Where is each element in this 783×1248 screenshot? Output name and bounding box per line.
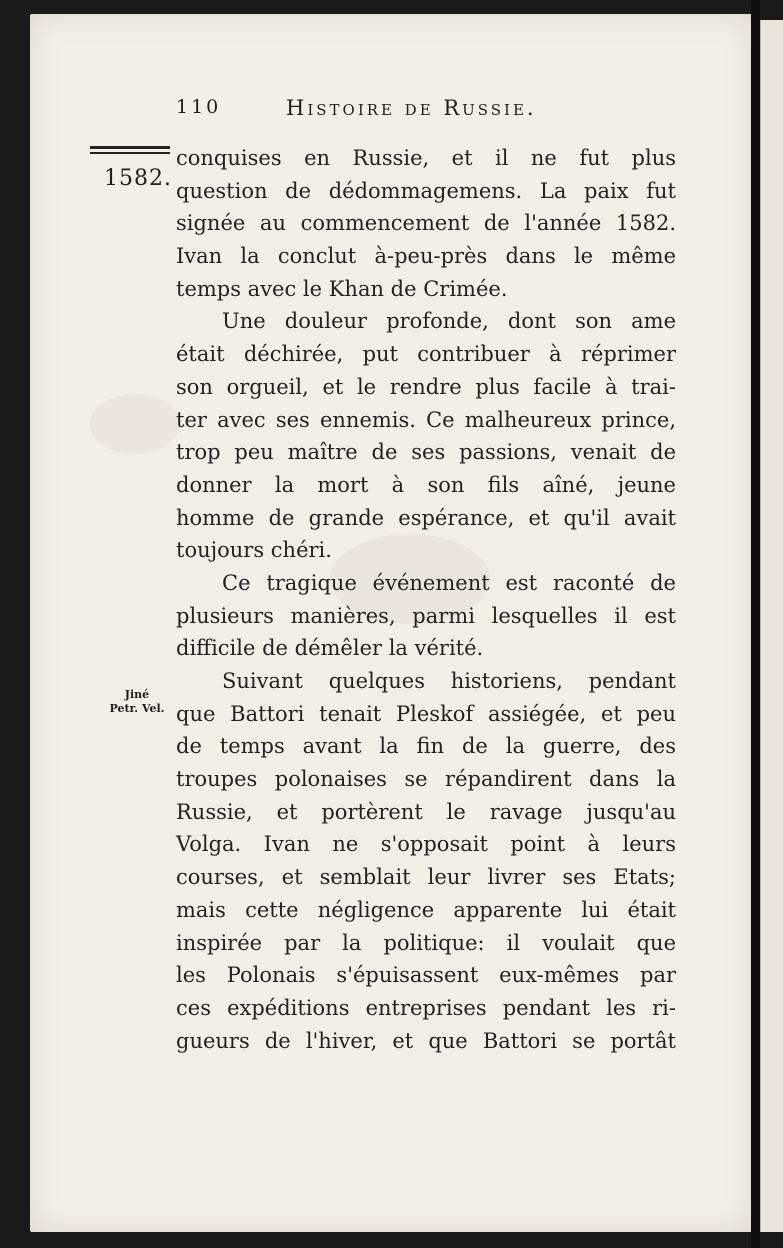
text-line: les Polonais s'épuisassent eux-mêmes par <box>176 963 676 988</box>
margin-note-line: Petr. Vel. <box>109 702 165 715</box>
text-line: troupes polonaises se répandirent dans la <box>176 767 676 792</box>
margin-note <box>100 688 174 716</box>
text-line: signée au commencement de l'année 1582. <box>176 211 676 236</box>
text-line: temps avec le Khan de Crimée. <box>176 276 508 301</box>
margin-note-line: Jiné <box>124 688 150 701</box>
margin-rule <box>90 146 170 156</box>
text-line: de temps avant la fin de la guerre, des <box>176 734 676 759</box>
text-line: donner la mort à son fils aîné, jeune <box>176 472 676 497</box>
text-line: inspirée par la politique: il voulait que <box>176 930 676 955</box>
body-text <box>176 142 676 1057</box>
text-line: mais cette négligence apparente lui était <box>176 897 676 922</box>
text-line: son orgueil, et le rendre plus facile à trai- <box>176 374 676 399</box>
text-line: plusieurs manières, parmi lesquelles il est <box>176 603 676 628</box>
text-line: homme de grande espérance, et qu'il avait <box>176 505 676 530</box>
text-line: était déchirée, put contribuer à réprimer <box>176 342 676 367</box>
text-line: difficile de démêler la vérité. <box>176 636 484 661</box>
text-line: courses, et semblait leur livrer ses Etats; <box>176 865 676 890</box>
book-gutter <box>751 0 760 1248</box>
text-line: toujours chéri. <box>176 538 332 563</box>
text-line: gueurs de l'hiver, et que Battori se portât <box>176 1028 676 1053</box>
text-line: Russie, et portèrent le ravage jusqu'au <box>176 799 676 824</box>
text-line: Ivan la conclut à-peu-près dans le même <box>176 244 676 269</box>
adjacent-page-edge <box>760 20 783 1232</box>
margin-year: 1582. <box>104 166 172 191</box>
running-title: Histoire de Russie. <box>286 96 537 120</box>
page-number: 110 <box>176 96 222 118</box>
text-line: Ce tragique événement est raconté de <box>222 570 676 595</box>
text-line: conquises en Russie, et il ne fut plus <box>176 146 676 170</box>
text-line: que Battori tenait Pleskof assiégée, et peu <box>176 701 676 726</box>
paper-stain <box>90 394 180 454</box>
text-line: ter avec ses ennemis. Ce malheureux prince, <box>176 407 676 432</box>
text-line: ces expéditions entreprises pendant les ri- <box>176 995 676 1020</box>
text-line: Suivant quelques historiens, pendant <box>222 669 676 693</box>
text-line: trop peu maître de ses passions, venait de <box>176 440 676 465</box>
text-line: question de dédommagemens. La paix fut <box>176 178 676 203</box>
text-line: Une douleur profonde, dont son ame <box>222 309 676 334</box>
text-line: Volga. Ivan ne s'opposait point à leurs <box>176 832 676 857</box>
